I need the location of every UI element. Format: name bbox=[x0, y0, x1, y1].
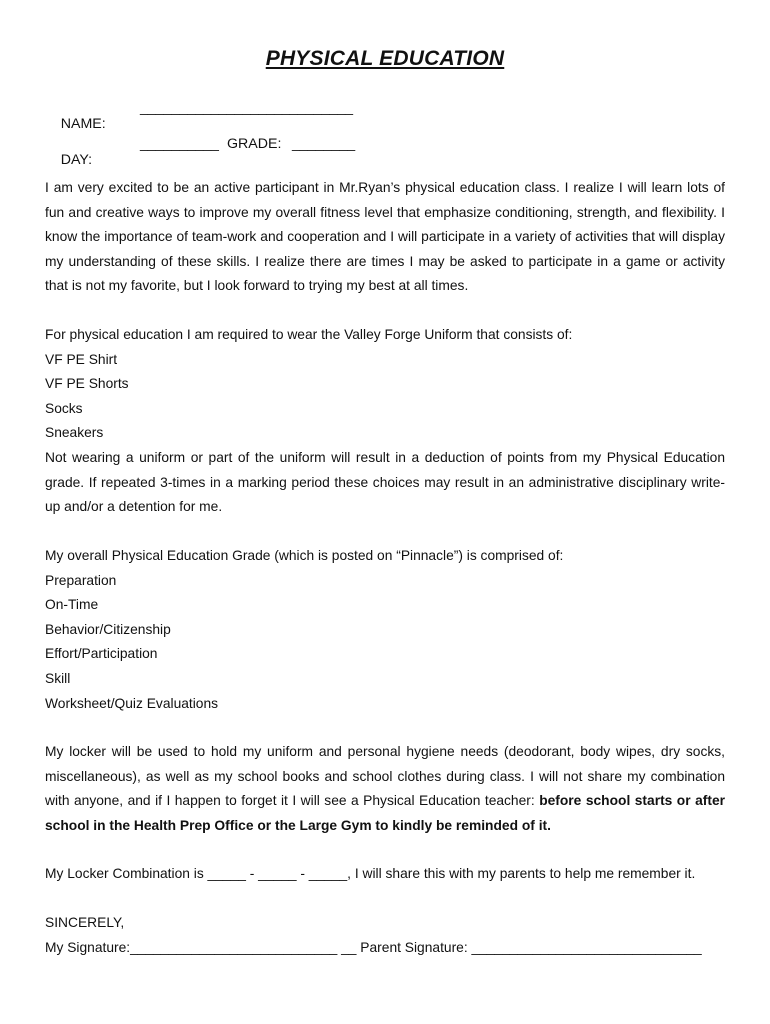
grade-blank[interactable]: ________ bbox=[292, 136, 356, 152]
grading-intro: My overall Physical Education Grade (which is posted on “Pinnacle”) is comprised of: bbox=[45, 548, 564, 563]
closing-sincerely: SINCERELY, bbox=[45, 915, 125, 930]
grading-item: Effort/Participation bbox=[45, 646, 158, 662]
day-label: DAY: bbox=[60, 152, 93, 168]
name-label: NAME: bbox=[60, 116, 106, 132]
name-blank[interactable]: ___________________________ bbox=[140, 100, 354, 116]
grade-label: GRADE: bbox=[227, 136, 282, 152]
uniform-intro: For physical education I am required to wear the Valley Forge Uniform that consists of: bbox=[45, 327, 573, 342]
grading-item: On-Time bbox=[45, 597, 99, 613]
intro-paragraph: I am very excited to be an active participant in Mr.Ryan’s physical education class. I realize I will learn lots of fun and creative ways to improve my overall fitness level that emphasize conditioning, strength, and flexibility. I know the importance of team-work and cooperation and I will participate in a variety of activities that will display my understanding of these skills. I realize there are times I may be asked to participate in a game or activity that is not my favorite, but I look forward to trying my best at all times. bbox=[45, 180, 725, 294]
signature-line[interactable]: My Signature:___________________________ __ Parent Signature: ______________________________ bbox=[45, 940, 702, 955]
grading-item: Skill bbox=[45, 670, 71, 686]
page-title: PHYSICAL EDUCATION bbox=[265, 47, 505, 70]
uniform-item: Socks bbox=[45, 400, 83, 416]
locker-bold-text: before school starts or after school in the Health Prep Office or the Large Gym to kindly be reminded of it. bbox=[45, 793, 725, 833]
day-blank[interactable]: __________ bbox=[140, 136, 219, 152]
uniform-item: VF PE Shorts bbox=[45, 376, 129, 392]
uniform-item: VF PE Shirt bbox=[45, 351, 118, 367]
grading-item: Behavior/Citizenship bbox=[45, 621, 171, 637]
locker-text: My locker will be used to hold my uniform and personal hygiene needs (deodorant, body wipes, dry socks, miscellaneous), as well as my school books and school clothes during class. I will not share my combination with anyone, and if I happen to forget it I will see a Physical Education teacher: bbox=[45, 744, 725, 809]
grading-item: Preparation bbox=[45, 572, 117, 588]
grading-item: Worksheet/Quiz Evaluations bbox=[45, 695, 219, 711]
locker-paragraph bbox=[45, 740, 725, 838]
uniform-section bbox=[45, 323, 725, 520]
grading-section bbox=[45, 544, 725, 716]
uniform-item: Sneakers bbox=[45, 425, 104, 441]
locker-combination-line[interactable]: My Locker Combination is _____ - _____ - _____, I will share this with my parents to help me remember it. bbox=[45, 866, 696, 881]
uniform-policy: Not wearing a uniform or part of the uniform will result in a deduction of points from my Physical Education grade. If repeated 3-times in a marking period these choices may result in an administrative disciplinary write-up and/or a detention for me. bbox=[45, 449, 725, 515]
